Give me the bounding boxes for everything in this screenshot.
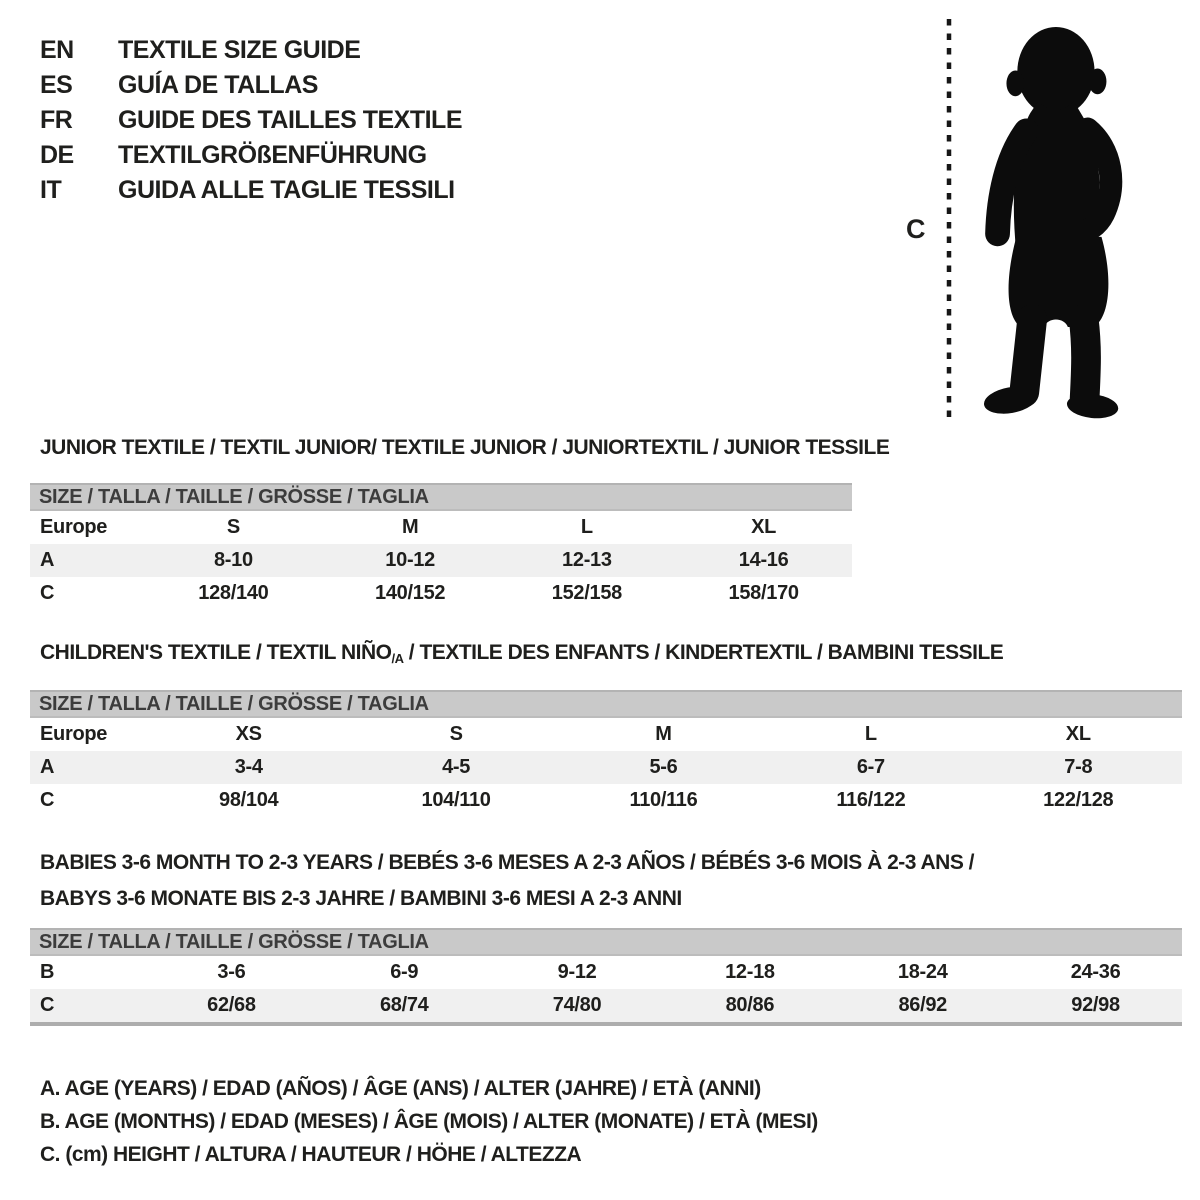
height-cell: 122/128 bbox=[1043, 789, 1114, 811]
language-title: GUIDA ALLE TAGLIE TESSILI bbox=[118, 176, 455, 204]
size-cell: M bbox=[655, 723, 672, 745]
language-code: ES bbox=[40, 71, 73, 99]
size-header-bar: SIZE / TALLA / TAILLE / GRÖSSE / TAGLIA bbox=[30, 484, 852, 510]
age-cell: 8-10 bbox=[145, 544, 322, 577]
junior-section-title: JUNIOR TEXTILE / TEXTIL JUNIOR/ TEXTILE JUNIOR / JUNIORTEXTIL / JUNIOR TESSILE bbox=[40, 436, 890, 459]
height-cell: 86/92 bbox=[836, 989, 1009, 1024]
junior-size-table bbox=[30, 483, 852, 610]
row-label: A bbox=[30, 544, 145, 577]
language-row bbox=[40, 68, 462, 103]
toddler-silhouette bbox=[966, 24, 1136, 420]
table-header-row bbox=[30, 691, 1182, 717]
babies-title-line2: BABYS 3-6 MONATE BIS 2-3 JAHRE / BAMBINI 3-6 MESI A 2-3 ANNI bbox=[40, 887, 682, 910]
age-cell: 3-4 bbox=[145, 751, 352, 784]
height-cell: 62/68 bbox=[145, 989, 318, 1024]
babies-size-table bbox=[30, 928, 1182, 1026]
table-row bbox=[30, 989, 1182, 1024]
size-cell: XL bbox=[1065, 723, 1091, 745]
legend-height-cm: C. (cm) HEIGHT / ALTURA / HAUTEUR / HÖHE / ALTEZZA bbox=[40, 1142, 582, 1166]
language-title-block bbox=[40, 33, 462, 208]
table-row bbox=[30, 510, 852, 544]
size-cell: XL bbox=[751, 516, 777, 538]
height-cell: 74/80 bbox=[491, 989, 664, 1024]
table-header-row bbox=[30, 484, 852, 510]
size-cell: L bbox=[864, 723, 877, 745]
age-cell: 18-24 bbox=[897, 961, 948, 983]
size-cell: L bbox=[580, 516, 593, 538]
language-code: EN bbox=[40, 36, 74, 64]
language-code: IT bbox=[40, 176, 62, 204]
age-cell: 12-13 bbox=[499, 544, 676, 577]
babies-section-title bbox=[40, 845, 974, 917]
height-cell: 110/116 bbox=[629, 789, 698, 811]
language-title: TEXTILGRÖßENFÜHRUNG bbox=[118, 141, 427, 169]
height-cell: 68/74 bbox=[318, 989, 491, 1024]
table-row bbox=[30, 577, 852, 610]
height-cell: 104/110 bbox=[421, 789, 491, 811]
age-cell: 6-9 bbox=[390, 961, 419, 983]
language-row bbox=[40, 138, 462, 173]
table-row bbox=[30, 717, 1182, 751]
age-cell: 24-36 bbox=[1070, 961, 1121, 983]
size-cell: M bbox=[401, 516, 419, 538]
height-cell: 152/158 bbox=[551, 582, 622, 604]
language-row bbox=[40, 33, 462, 68]
legend-age-months: B. AGE (MONTHS) / EDAD (MESES) / ÂGE (MOIS) / ALTER (MONATE) / ETÀ (MESI) bbox=[40, 1109, 818, 1133]
row-label: A bbox=[30, 751, 145, 784]
language-row bbox=[40, 173, 462, 208]
height-cell: 80/86 bbox=[663, 989, 836, 1024]
size-cell: XS bbox=[235, 723, 262, 745]
language-title: GUIDE DES TAILLES TEXTILE bbox=[118, 106, 463, 134]
row-label: B bbox=[40, 961, 55, 983]
height-label-c: C bbox=[906, 214, 926, 244]
row-label: C bbox=[40, 582, 55, 604]
age-cell: 5-6 bbox=[560, 751, 767, 784]
table-row bbox=[30, 544, 852, 577]
size-cell: S bbox=[449, 723, 463, 745]
height-cell: 128/140 bbox=[198, 582, 269, 604]
age-cell: 7-8 bbox=[975, 751, 1182, 784]
height-measure-line bbox=[944, 16, 954, 422]
row-label: Europe bbox=[40, 723, 108, 745]
size-header-bar: SIZE / TALLA / TAILLE / GRÖSSE / TAGLIA bbox=[30, 691, 1182, 717]
table-row bbox=[30, 955, 1182, 989]
age-cell: 10-12 bbox=[322, 544, 499, 577]
language-title: GUÍA DE TALLAS bbox=[118, 71, 318, 99]
language-title: TEXTILE SIZE GUIDE bbox=[118, 36, 361, 64]
language-code: FR bbox=[40, 106, 73, 134]
age-cell: 14-16 bbox=[675, 544, 852, 577]
age-cell: 4-5 bbox=[352, 751, 559, 784]
size-header-bar: SIZE / TALLA / TAILLE / GRÖSSE / TAGLIA bbox=[30, 929, 1182, 955]
children-size-table bbox=[30, 690, 1182, 817]
height-cell: 158/170 bbox=[728, 582, 799, 604]
table-header-row bbox=[30, 929, 1182, 955]
language-row bbox=[40, 103, 462, 138]
children-title-sub: /A bbox=[391, 651, 404, 666]
children-title-part1: CHILDREN'S TEXTILE / TEXTIL NIÑO bbox=[40, 641, 392, 664]
age-cell: 12-18 bbox=[725, 961, 775, 983]
row-label: C bbox=[30, 989, 145, 1024]
language-code: DE bbox=[40, 141, 74, 169]
legend-age-years: A. AGE (YEARS) / EDAD (AÑOS) / ÂGE (ANS) / ALTER (JAHRE) / ETÀ (ANNI) bbox=[40, 1076, 761, 1100]
table-row bbox=[30, 784, 1182, 817]
height-cell: 140/152 bbox=[375, 582, 446, 604]
height-cell: 92/98 bbox=[1009, 989, 1182, 1024]
height-cell: 116/122 bbox=[836, 789, 906, 811]
age-cell: 9-12 bbox=[557, 961, 597, 983]
table-row bbox=[30, 751, 1182, 784]
legend-block bbox=[40, 1072, 818, 1171]
height-cell: 98/104 bbox=[219, 789, 279, 811]
row-label: C bbox=[40, 789, 55, 811]
age-cell: 3-6 bbox=[217, 961, 246, 983]
size-cell: S bbox=[226, 516, 240, 538]
children-title-part2: / TEXTILE DES ENFANTS / KINDERTEXTIL / BAMBINI TESSILE bbox=[403, 641, 1004, 664]
children-section-title bbox=[40, 641, 1003, 666]
age-cell: 6-7 bbox=[767, 751, 974, 784]
babies-title-line1: BABIES 3-6 MONTH TO 2-3 YEARS / BEBÉS 3-6 MESES A 2-3 AÑOS / BÉBÉS 3-6 MOIS À 2-3 ANS / bbox=[40, 851, 975, 874]
row-label: Europe bbox=[40, 516, 108, 538]
